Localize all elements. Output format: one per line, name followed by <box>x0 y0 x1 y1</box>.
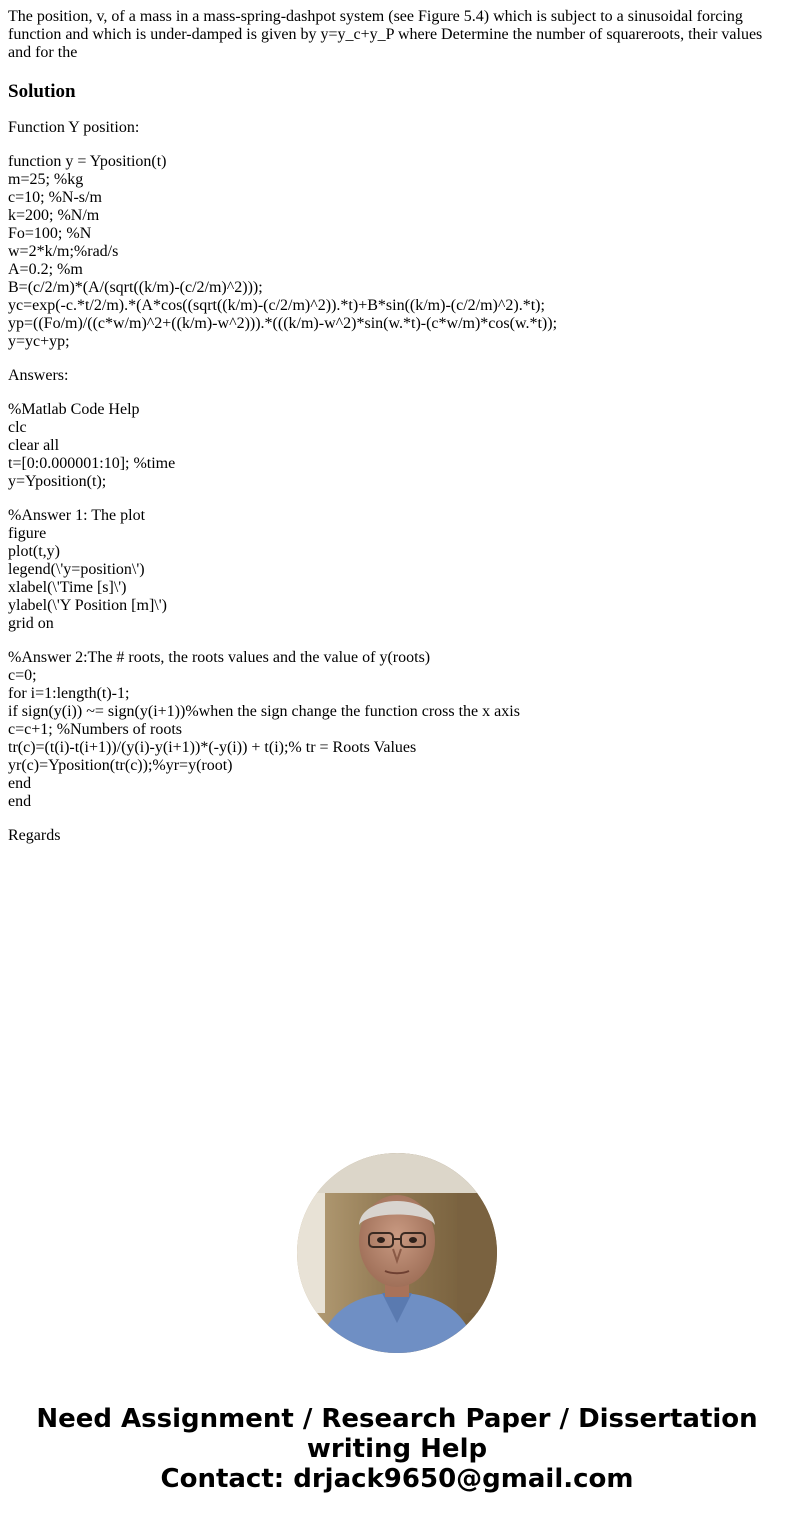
answer1-code-block <box>8 507 778 633</box>
code-line: Fo=100; %N <box>8 225 92 242</box>
code-line: grid on <box>8 615 54 632</box>
footer-line-1: Need Assignment / Research Paper / Dissertation <box>36 1404 758 1434</box>
code-line: xlabel(\'Time [s]\') <box>8 579 127 596</box>
code-line: yr(c)=Yposition(tr(c));%yr=y(root) <box>8 757 233 774</box>
code-line: end <box>8 793 32 810</box>
code-line: legend(\'y=position\') <box>8 561 145 578</box>
code-line: if sign(y(i)) ~= sign(y(i+1))%when the sign change the function cross the x axis <box>8 703 520 720</box>
regards-text: Regards <box>8 827 61 844</box>
footer-contact: Contact: drjack9650@gmail.com <box>160 1464 634 1494</box>
code-line: A=0.2; %m <box>8 261 83 278</box>
code-line: yp=((Fo/m)/((c*w/m)^2+((k/m)-w^2))).*(((k/m)-w^2)*sin(w.*t)-(c*w/m)*cos(w.*t)); <box>8 315 558 332</box>
code-line: for i=1:length(t)-1; <box>8 685 130 702</box>
code-line: y=yc+yp; <box>8 333 70 350</box>
code-line: t=[0:0.000001:10]; %time <box>8 455 176 472</box>
code-line: k=200; %N/m <box>8 207 100 224</box>
code-line: end <box>8 775 32 792</box>
function-code-block <box>8 153 778 351</box>
code-line: c=10; %N-s/m <box>8 189 102 206</box>
code-line: ylabel(\'Y Position [m]\') <box>8 597 167 614</box>
code-line: m=25; %kg <box>8 171 84 188</box>
code-line: function y = Yposition(t) <box>8 153 167 170</box>
matlab-code-block <box>8 401 778 491</box>
code-line: y=Yposition(t); <box>8 473 107 490</box>
code-line: %Answer 1: The plot <box>8 507 146 524</box>
document-body <box>8 8 778 845</box>
author-avatar <box>297 1153 497 1353</box>
code-line: yc=exp(-c.*t/2/m).*(A*cos((sqrt((k/m)-(c/2/m)^2)).*t)+B*sin((k/m)-(c/2/m)^2).*t); <box>8 297 545 314</box>
footer-line-2: writing Help <box>306 1434 488 1464</box>
function-label: Function Y position: <box>8 119 140 136</box>
solution-heading: Solution <box>8 81 76 102</box>
code-line: clear all <box>8 437 60 454</box>
code-line: plot(t,y) <box>8 543 60 560</box>
code-line: c=c+1; %Numbers of roots <box>8 721 183 738</box>
question-text: The position, v, of a mass in a mass-spring-dashpot system (see Figure 5.4) which is subject to a sinusoidal forcing function and which is under-damped is given by y=y_c+y_P where Determine the number of squareroots, their values and for the <box>8 8 763 61</box>
author-portrait-image <box>297 1153 497 1353</box>
answer2-code-block <box>8 649 778 811</box>
code-line: %Answer 2:The # roots, the roots values and the value of y(roots) <box>8 649 431 666</box>
code-line: figure <box>8 525 47 542</box>
code-line: clc <box>8 419 27 436</box>
code-line: w=2*k/m;%rad/s <box>8 243 119 260</box>
code-line: B=(c/2/m)*(A/(sqrt((k/m)-(c/2/m)^2))); <box>8 279 263 296</box>
answers-label: Answers: <box>8 367 69 384</box>
code-line: tr(c)=(t(i)-t(i+1))/(y(i)-y(i+1))*(-y(i)) + t(i);% tr = Roots Values <box>8 739 417 756</box>
footer-banner <box>0 1404 794 1494</box>
code-line: %Matlab Code Help <box>8 401 140 418</box>
code-line: c=0; <box>8 667 37 684</box>
